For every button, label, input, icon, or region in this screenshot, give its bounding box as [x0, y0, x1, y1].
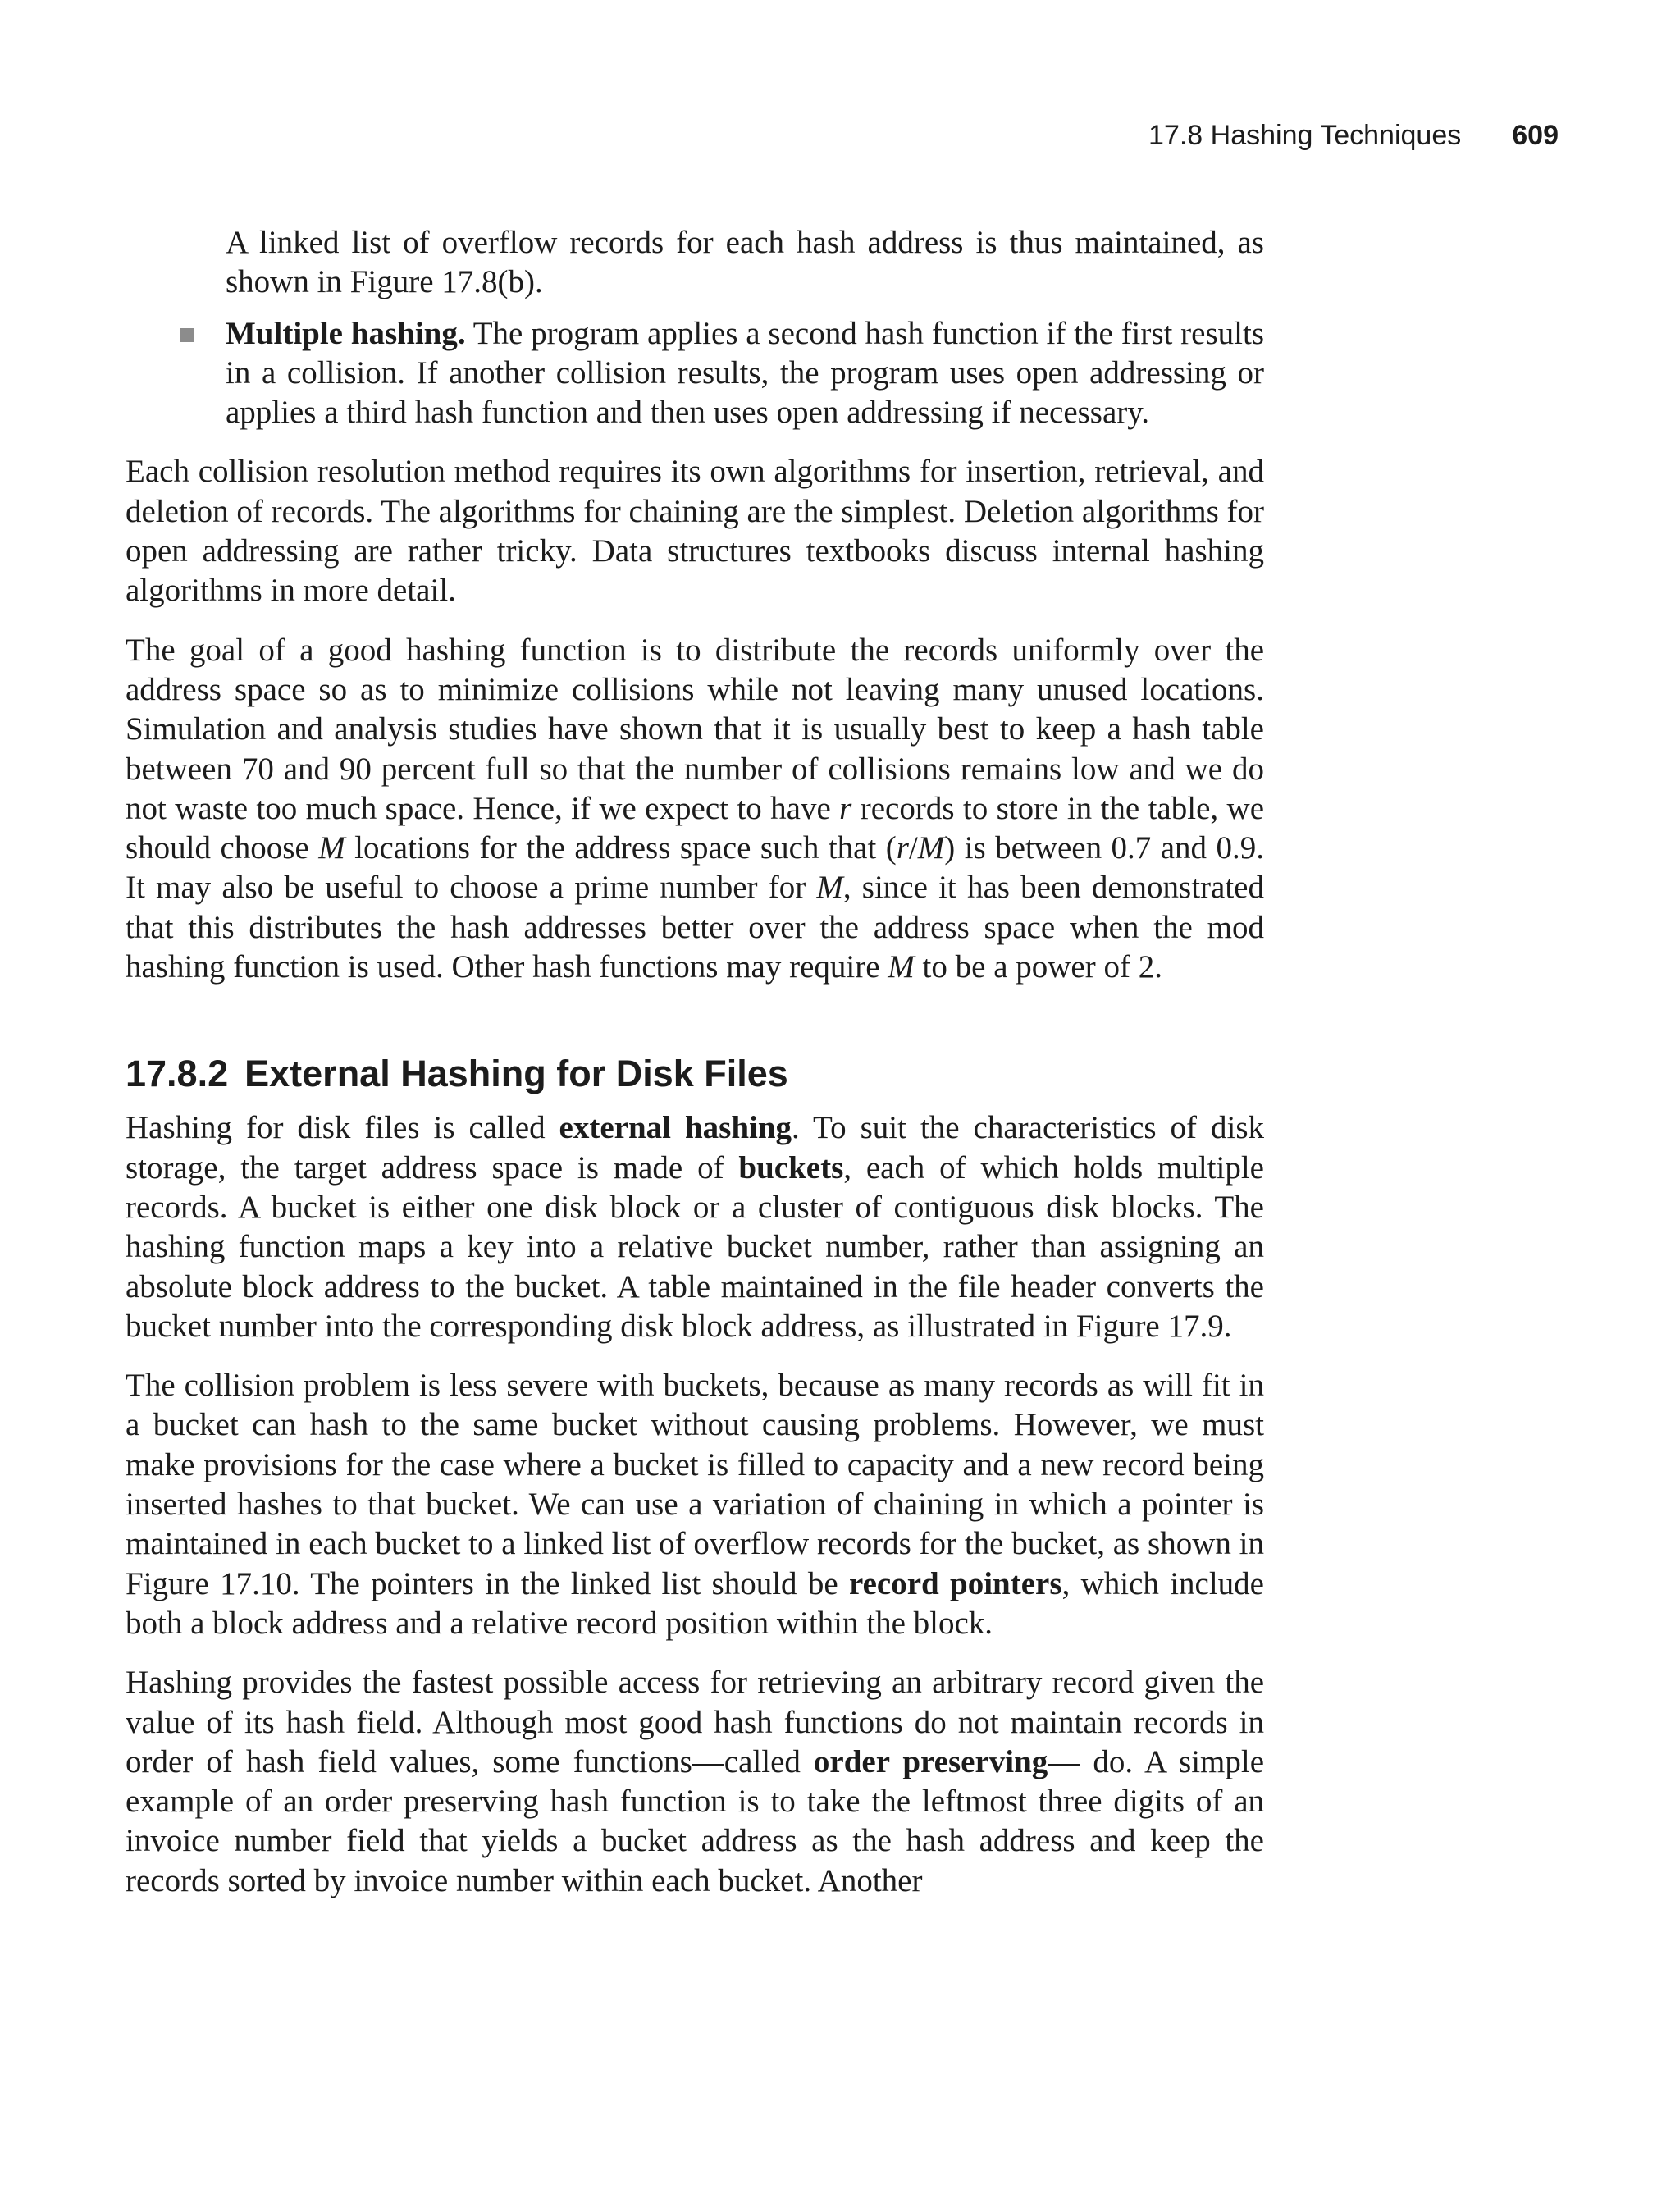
text-run: , since it has been demonstrated that this distributes the hash addresses better over the address space when the mod hashing function is used. Other hash functions may require	[126, 870, 1264, 985]
section-title: External Hashing for Disk Files	[244, 1053, 788, 1095]
var-m: M	[917, 830, 945, 866]
var-m: M	[816, 870, 843, 906]
text-run: . To suit the characteristics of disk storage, the target address space is made of	[126, 1110, 1265, 1186]
page-body	[126, 223, 1264, 1901]
fastest-access-paragraph	[126, 1663, 1264, 1901]
text-run: Hashing for disk files is called	[126, 1110, 559, 1146]
var-r: r	[839, 790, 852, 826]
var-m: M	[318, 830, 345, 866]
running-head-section: 17.8 Hashing Techniques	[1148, 120, 1462, 151]
external-hashing-paragraph	[126, 1108, 1264, 1346]
text-run: , each of which holds multiple records. A bucket is either one disk block or a cluster of contiguous disk blocks. The hashing function maps a key into a relative bucket number, rather than assigning an absolute block address to the bucket. A table maintained in the file header converts the bucket number into the corresponding disk block address, as illustrated in Figure 17.9.	[126, 1149, 1264, 1344]
multiple-hashing-text: The program applies a second hash function if the first results in a collision. If another collision results, the program uses open addressing or applies a third hash function and then uses open addressing if necessary.	[226, 315, 1264, 431]
text-run: ) is between 0.7 and 0.9. It may also be useful to choose a prime number for	[126, 830, 1265, 906]
running-head	[1099, 115, 1559, 156]
page-number: 609	[1512, 120, 1559, 151]
section-heading	[126, 1051, 1264, 1097]
multiple-hashing-term: Multiple hashing.	[226, 315, 466, 351]
term-external-hashing: external hashing	[559, 1110, 792, 1146]
multiple-hashing-bullet	[126, 314, 1264, 433]
text-run: locations for the address space such that (	[345, 830, 897, 866]
overflow-list-paragraph: A linked list of overflow records for each hash address is thus maintained, as shown in Figure 17.8(b).	[226, 225, 1264, 300]
square-bullet-icon	[180, 328, 194, 342]
text-run: The goal of a good hashing function is to distribute the records uniformly over the address space so as to minimize collisions while not leaving many unused locations. Simulation and analysis studies have shown that it is usually best to keep a hash table between 70 and 90 percent full so that the number of collisions remains low and we do not waste too much space. Hence, if we expect to have	[126, 632, 1264, 826]
text-run: to be a power of 2.	[914, 949, 1162, 985]
hashing-goal-paragraph	[126, 631, 1264, 988]
text-run: — do. A simple example of an order preserving hash function is to take the leftmost three digits of an invoice number field that yields a bucket address as the hash address and keep the records sorted by invoice number within each bucket. Another	[126, 1743, 1265, 1898]
slash: /	[908, 830, 918, 866]
bucket-collision-paragraph	[126, 1366, 1264, 1643]
term-buckets: buckets	[738, 1149, 844, 1186]
text-run: , which include both a block address and a relative record position within the block.	[126, 1565, 1264, 1641]
var-r: r	[896, 830, 909, 866]
section-number: 17.8.2	[126, 1053, 229, 1095]
collision-methods-paragraph: Each collision resolution method requires its own algorithms for insertion, retrieval, and deletion of records. The algorithms for chaining are the simplest. Deletion algorithms for open addressing are rather tricky. Data structures textbooks discuss internal hashing algorithms in more detail.	[126, 454, 1264, 609]
term-order-preserving: order preserving	[813, 1743, 1048, 1779]
text-run: The collision problem is less severe with buckets, because as many records as will fit in a bucket can hash to the same bucket without causing problems. However, we must make provisions for the case where a bucket is filled to capacity and a new record being inserted hashes to that bucket. We can use a variation of chaining in which a pointer is maintained in each bucket to a linked list of overflow records for the bucket, as shown in Figure 17.10. The pointers in the linked list should be	[126, 1368, 1264, 1601]
text-run: records to store in the table, we should choose	[126, 790, 1264, 866]
text-run: Hashing provides the fastest possible access for retrieving an arbitrary record given the value of its hash field. Although most good hash functions do not maintain records in order of hash field values, some functions—called	[126, 1665, 1264, 1779]
var-m: M	[888, 949, 915, 985]
term-record-pointers: record pointers	[848, 1565, 1062, 1601]
